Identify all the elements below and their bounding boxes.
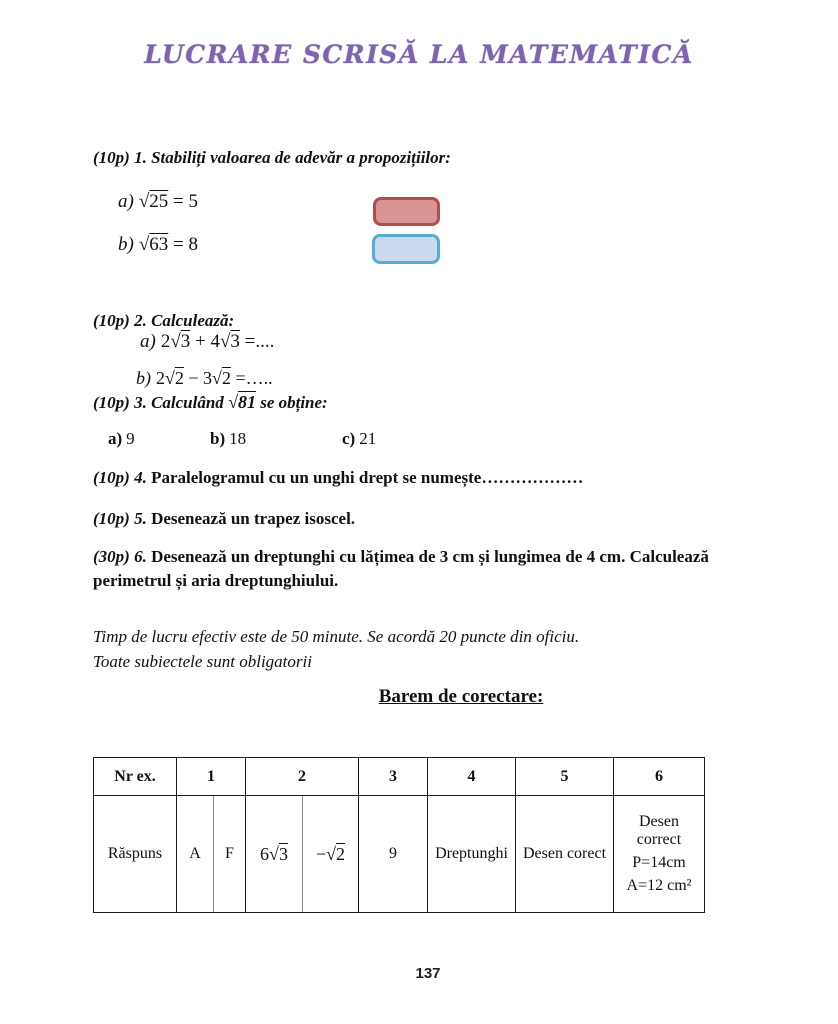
item-label: a) — [140, 331, 156, 352]
option-a: a) 9 — [108, 429, 135, 448]
answer-6-line1: Desen correct — [636, 813, 682, 848]
item-label: a) — [118, 191, 134, 212]
sqrt-expression: √3 — [219, 331, 240, 352]
radical-sign: √ — [138, 191, 150, 212]
answer-4: Dreptunghi — [428, 796, 516, 913]
header-cell-2: 2 — [246, 758, 359, 796]
answer-1b: F — [214, 796, 246, 913]
answer-key-table — [93, 757, 705, 913]
header-cell-4: 4 — [428, 758, 516, 796]
true-false-answer-box-b[interactable] — [372, 234, 440, 264]
problem-2b-expression: b) 2√2 − 3√2 =….. — [136, 368, 273, 388]
answer-5: Desen corect — [516, 796, 614, 913]
problem-5: (10p) 5. Desenează un trapez isoscel. — [93, 509, 356, 528]
equation-rhs: = 8 — [173, 234, 198, 255]
option-c: c) 21 — [342, 429, 377, 448]
problem-2-header: (10p) 2. Calculează: — [93, 311, 235, 330]
radical-sign: √ — [212, 368, 222, 388]
header-cell-6: 6 — [614, 758, 705, 796]
barem-heading: Barem de corectare: — [378, 686, 544, 707]
exam-notes — [93, 625, 579, 674]
sqrt-expression: √2 — [165, 368, 184, 388]
answer-2a: 6√3 — [246, 796, 303, 913]
sqrt-expression: √2 — [326, 843, 346, 864]
radical-sign: √ — [326, 843, 337, 864]
document-title: LUCRARE SCRISĂ LA MATEMATICĂ — [144, 40, 694, 69]
header-cell-5: 5 — [516, 758, 614, 796]
option-b: b) 18 — [210, 429, 247, 448]
problem-1-header: (10p) 1. Stabiliți valoarea de adevăr a propozițiilor: — [93, 148, 451, 167]
problem-1a-expression — [118, 191, 198, 213]
header-cell-nr-ex: Nr ex. — [94, 758, 177, 796]
answer-row-label: Răspuns — [94, 796, 177, 913]
sqrt-expression: √3 — [269, 843, 288, 864]
radical-sign: √ — [170, 331, 181, 352]
true-false-answer-box-a[interactable] — [373, 197, 440, 226]
header-cell-1: 1 — [177, 758, 246, 796]
table-answer-row — [94, 796, 705, 913]
radical-sign: √ — [219, 331, 231, 352]
equation-rhs: = 5 — [173, 191, 198, 212]
radical-sign: √ — [138, 234, 150, 255]
answer-2b: −√2 — [303, 796, 359, 913]
mandatory-note: Toate subiectele sunt obligatorii — [93, 651, 312, 671]
problem-6: (30p) 6. Desenează un dreptunghi cu lățimea de 3 cm și lungimea de 4 cm. Calculează perimetrul și aria dreptunghiului. — [93, 547, 709, 590]
sqrt-expression: √25 — [138, 191, 169, 212]
sqrt-expression: √63 — [138, 234, 169, 255]
problem-4: (10p) 4. Paralelogramul cu un unghi drept se numește……………… — [93, 468, 584, 487]
answer-6-line2: P=14cm — [632, 854, 686, 871]
item-label: b) — [136, 368, 151, 388]
radical-sign: √ — [165, 368, 175, 388]
equation-rhs: =….. — [230, 368, 273, 388]
problem-1b-expression — [118, 234, 198, 256]
problem-2a-expression: a) 2√3 + 4√3 =.... — [140, 331, 275, 352]
equation-rhs: =.... — [239, 331, 275, 352]
page-number: 137 — [415, 965, 441, 982]
sqrt-expression: √2 — [212, 368, 231, 388]
item-label: b) — [118, 234, 134, 255]
problem-3-header: (10p) 3. Calculând √81 se obține: — [93, 392, 328, 412]
sqrt-expression: √3 — [170, 331, 191, 352]
table-header-row — [94, 758, 705, 796]
radical-sign: √ — [269, 843, 279, 864]
answer-3: 9 — [359, 796, 428, 913]
header-cell-3: 3 — [359, 758, 428, 796]
sqrt-expression: √81 — [228, 392, 256, 412]
answer-1a: A — [177, 796, 214, 913]
radical-sign: √ — [228, 392, 238, 412]
time-note: Timp de lucru efectiv este de 50 minute. Se acordă 20 puncte din oficiu. — [93, 627, 580, 646]
answer-6-line3: A=12 cm² — [626, 877, 692, 894]
answer-6 — [614, 796, 705, 913]
